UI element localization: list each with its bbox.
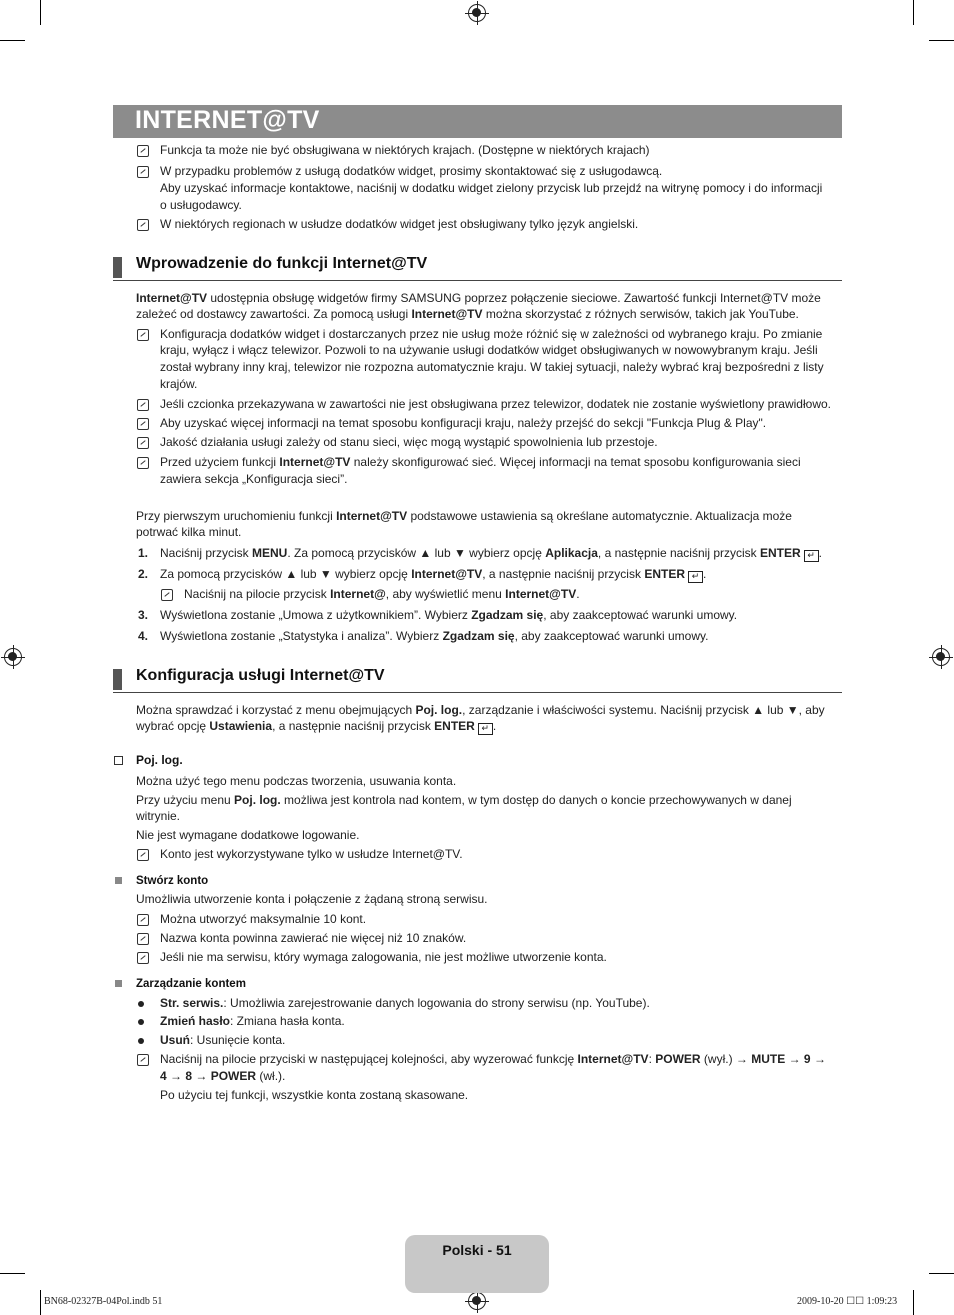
crop-mark [929, 40, 954, 41]
enter-icon: ↵ [688, 571, 703, 583]
note-text: Jeśli nie ma serwisu, który wymaga zalogowania, nie jest możliwe utworzenie konta. [160, 950, 607, 964]
registration-mark-icon [468, 4, 486, 22]
print-date-info: 2009-10-20 ☐☐ 1:09:23 [797, 1296, 898, 1307]
crop-mark [929, 1273, 954, 1274]
subsection-title: Stwórz konto [136, 875, 209, 887]
subsection-title: Zarządzanie kontem [136, 978, 246, 990]
section-heading [113, 254, 842, 281]
crop-mark [913, 1290, 914, 1315]
bullet-text: Str. serwis.: Umożliwia zarejestrowanie danych logowania do strony serwisu (np. YouTube). [160, 996, 650, 1010]
paragraph: Przy użyciu menu Poj. log. możliwa jest kontrola nad kontem, w tym dostęp do danych o koncie przechowywanych w danej [136, 793, 792, 807]
paragraph: Można sprawdzać i korzystać z menu obejmujących Poj. log., zarządzanie i właściwości systemu. Naciśnij przycisk ▲ lub ▼, aby [136, 703, 825, 717]
note-icon [137, 457, 149, 469]
note-text: został wybrany inny kraj, telewizor nie rozpozna automatycznie kraju. W takiej sytuacji, należy wybrać kraj bezpośredni z listy [160, 360, 824, 374]
section-title: Konfiguracja usługi Internet@TV [136, 667, 385, 684]
note-text: Jeśli czcionka przekazywana w zawartości nie jest obsługiwana przez telewizor, dodatek nie zostanie wyświetlony prawidłowo. [160, 397, 831, 411]
paragraph: zależeć od dostawcy zawartości. Za pomocą usługi Internet@TV można skorzystać z różnych serwisów, takich jak YouTube. [136, 307, 799, 321]
paragraph: witrynie. [136, 809, 181, 823]
note-text: Konfiguracja dodatków widget i dostarczanych przez nie usług może różnić się w zależności od wybranego kraju. Po zmianie [160, 327, 823, 341]
note-icon [137, 399, 149, 411]
paragraph: Umożliwia utworzenie konta i połączenie z żądaną stroną serwisu. [136, 892, 488, 906]
note-icon [137, 166, 149, 178]
note-icon [137, 1054, 149, 1066]
bullet-text: Zmień hasło: Zmiana hasła konta. [160, 1014, 345, 1028]
registration-mark-icon [4, 648, 22, 666]
step-subnote: Naciśnij na pilocie przycisk Internet@, aby wyświetlić menu Internet@TV. [184, 587, 580, 601]
note-icon [137, 329, 149, 341]
crop-mark [0, 1273, 25, 1274]
bullet-text: Usuń: Usunięcie konta. [160, 1033, 286, 1047]
page-number-tab [405, 1235, 549, 1293]
step-number: 1. [138, 546, 149, 560]
step-text: Naciśnij przycisk MENU. Za pomocą przycisków ▲ lub ▼ wybierz opcję Aplikacja, a następnie naciśnij przycisk ENTER ↵ . [160, 546, 822, 560]
step-number: 4. [138, 629, 149, 643]
note-text: Naciśnij na pilocie przyciski w następującej kolejności, aby wyzerować funkcję Internet@TV: POWER (wył.) → MUTE → 9 → [160, 1052, 826, 1066]
paragraph: Nie jest wymagane dodatkowe logowanie. [136, 828, 360, 842]
paragraph: wybrać opcję Ustawienia, a następnie naciśnij przycisk ENTER ↵ . [136, 719, 497, 733]
section-heading [113, 666, 842, 693]
bullet-dot-icon [138, 1019, 144, 1025]
step-text: Za pomocą przycisków ▲ lub ▼ wybierz opcję Internet@TV, a następnie naciśnij przycisk ENTER ↵ . [160, 567, 707, 581]
crop-mark [0, 40, 25, 41]
bullet-dot-icon [138, 1038, 144, 1044]
enter-icon: ↵ [804, 550, 819, 562]
note-text: Przed użyciem funkcji Internet@TV należy skonfigurować sieć. Więcej informacji na temat sposobu konfigurowania sieci [160, 455, 801, 469]
note-icon [137, 437, 149, 449]
page-number: Polski - 51 [442, 1242, 512, 1258]
registration-mark-icon [468, 1292, 486, 1310]
note-text: Konto jest wykorzystywane tylko w usłudze Internet@TV. [160, 847, 463, 861]
section-marker [113, 669, 122, 690]
note-text: krajów. [160, 377, 198, 391]
note-icon [137, 933, 149, 945]
note-text: Jakość działania usługi zależy od stanu sieci, więc mogą wystąpić spowolnienia lub przestoje. [160, 435, 658, 449]
note-text: Funkcja ta może nie być obsługiwana w niektórych krajach. (Dostępne w niektórych krajach) [160, 143, 650, 157]
note-text: 4 → 8 → POWER (wł.). [160, 1069, 286, 1083]
step-number: 2. [138, 567, 149, 581]
note-text: Nazwa konta powinna zawierać nie więcej niż 10 znaków. [160, 931, 467, 945]
section-title: Wprowadzenie do funkcji Internet@TV [136, 255, 428, 272]
note-icon [137, 145, 149, 157]
remote-note-icon [161, 589, 173, 601]
step-text: Wyświetlona zostanie „Statystyka i analiza”. Wybierz Zgadzam się, aby zaakceptować warunki umowy. [160, 629, 709, 643]
note-icon [137, 952, 149, 964]
page-title: INTERNET@TV [135, 106, 320, 134]
paragraph: Można użyć tego menu podczas tworzenia, usuwania konta. [136, 774, 457, 788]
note-text: Aby uzyskać informacje kontaktowe, naciśnij w dodatku widget zielony przycisk lub przejdź na witrynę pomocy i do informacji [160, 181, 823, 195]
note-text: o usługodawcy. [160, 198, 242, 212]
square-bullet-icon [115, 877, 122, 884]
note-text: W przypadku problemów z usługą dodatków widget, prosimy skontaktować się z usługodawcą. [160, 164, 663, 178]
paragraph: Internet@TV udostępnia obsługę widgetów firmy SAMSUNG poprzez połączenie sieciowe. Zawartość funkcji Internet@TV może [136, 291, 821, 305]
print-file-info: BN68-02327B-04Pol.indb 51 [44, 1296, 163, 1307]
page-title-bar [113, 105, 842, 138]
note-text: Można utworzyć maksymalnie 10 kont. [160, 912, 367, 926]
note-icon [137, 849, 149, 861]
note-text: Po użyciu tej funkcji, wszystkie konta zostaną skasowane. [160, 1088, 469, 1102]
bullet-dot-icon [138, 1001, 144, 1007]
step-text: Wyświetlona zostanie „Umowa z użytkownikiem”. Wybierz Zgadzam się, aby zaakceptować warunki umowy. [160, 608, 738, 622]
note-text: Aby uzyskać więcej informacji na temat sposobu konfiguracji kraju, należy przejść do sekcji "Funkcja Plug & Play". [160, 416, 767, 430]
crop-mark [40, 1290, 41, 1315]
checkbox-bullet-icon [114, 756, 123, 765]
crop-mark [40, 0, 41, 25]
paragraph: potrwać kilka minut. [136, 525, 242, 539]
subsection-title: Poj. log. [136, 753, 183, 767]
note-text: W niektórych regionach w usłudze dodatków widget jest obsługiwany tylko język angielski. [160, 217, 639, 231]
section-marker [113, 257, 122, 278]
note-text: kraju, wyłącz i włącz telewizor. Pozwoli to na używanie usługi dodatków widget obsługiwanych w nowowybranym kraju. Jeśli [160, 343, 818, 357]
note-icon [137, 418, 149, 430]
paragraph: Przy pierwszym uruchomieniu funkcji Internet@TV podstawowe ustawienia są określane automatycznie. Aktualizacja może [136, 509, 792, 523]
square-bullet-icon [115, 980, 122, 987]
note-icon [137, 914, 149, 926]
registration-mark-icon [932, 648, 950, 666]
crop-mark [913, 0, 914, 25]
step-number: 3. [138, 608, 149, 622]
note-icon [137, 219, 149, 231]
enter-icon: ↵ [478, 723, 493, 735]
note-text: zawiera sekcja „Konfiguracja sieci”. [160, 472, 348, 486]
